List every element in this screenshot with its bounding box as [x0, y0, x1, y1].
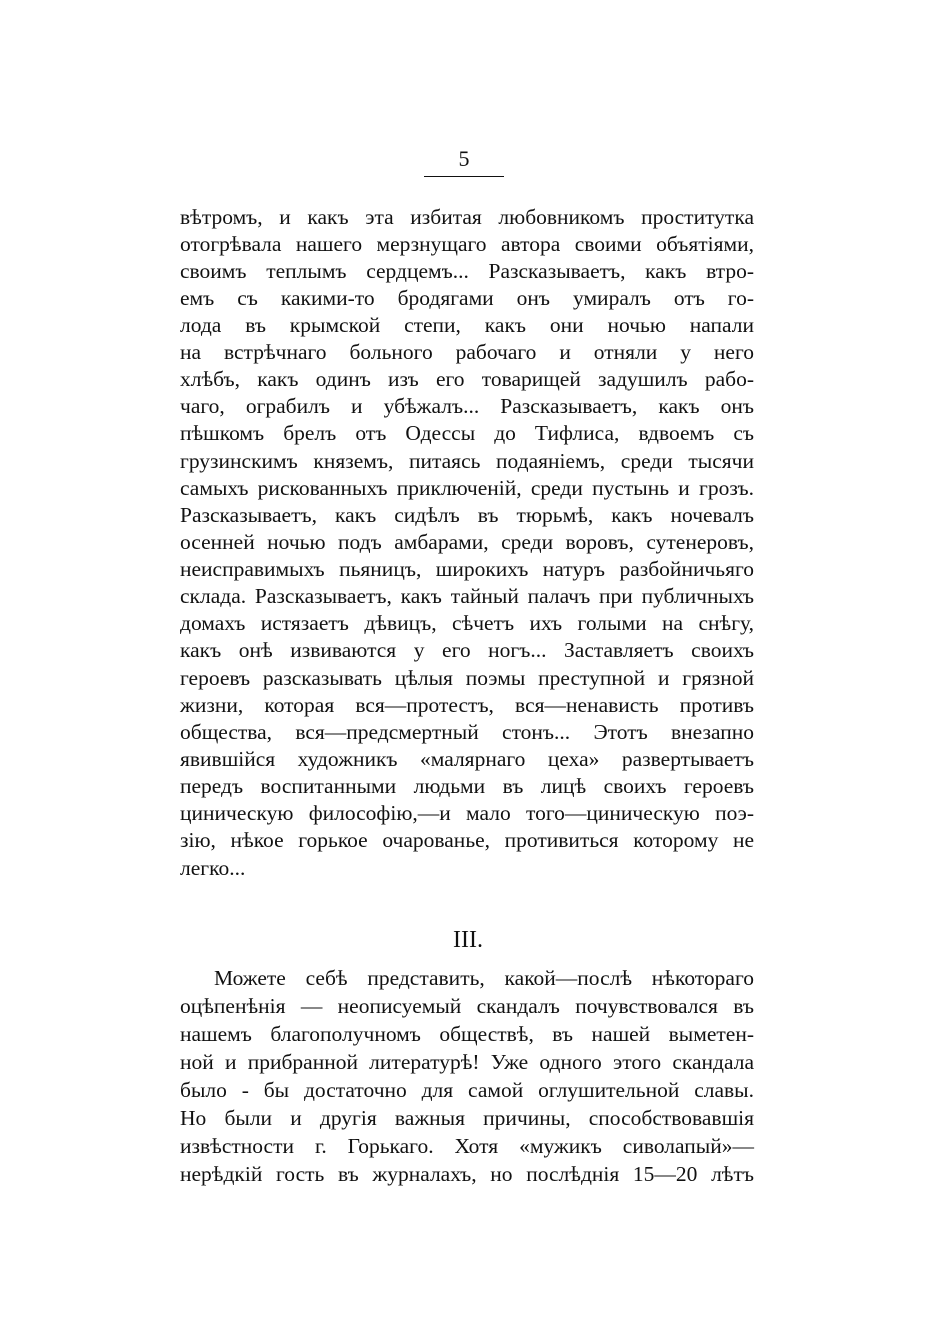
text-line: зію, нѣкое горькое очарованье, противиться которому не	[180, 828, 754, 852]
text-line: Но были и другія важныя причины, способствовавшія	[180, 1106, 754, 1130]
text-line: домахъ истязаетъ дѣвицъ, сѣчетъ ихъ голыми на снѣгу,	[180, 611, 754, 635]
text-line: осенней ночью подъ амбарами, среди воровъ, сутенеровъ,	[180, 530, 754, 554]
text-line: пѣшкомъ брелъ отъ Одессы до Тифлиса, вдвоемъ съ	[180, 421, 754, 445]
text-line: нашемъ благополучномъ обществѣ, въ нашей выметен-	[180, 1022, 754, 1046]
text-line: хлѣбъ, какъ одинъ изъ его товарищей задушилъ рабо-	[180, 367, 754, 391]
text-line: явившійся художникъ «малярнаго цеха» развертываетъ	[180, 747, 754, 771]
text-line: жизни, которая вся—протестъ, вся—ненависть противъ	[180, 693, 754, 717]
text-line: чаго, ограбилъ и убѣжалъ... Разсказываетъ, какъ онъ	[180, 394, 754, 418]
text-line: циническую философію,—и мало того—циническую поэ-	[180, 801, 754, 825]
text-line: склада. Разсказываетъ, какъ тайный палачъ при публичныхъ	[180, 584, 754, 608]
text-line: вѣтромъ, и какъ эта избитая любовникомъ проститутка	[180, 205, 754, 229]
text-line: общества, вся—предсмертный стонъ... Этотъ внезапно	[180, 720, 754, 744]
text-line: передъ воспитанными людьми въ лицѣ своихъ героевъ	[180, 774, 754, 798]
text-line: было - бы достаточно для самой оглушительной славы.	[180, 1078, 754, 1102]
header-rule	[424, 176, 504, 177]
page-number: 5	[458, 146, 470, 171]
text-line: ной и прибранной литературѣ! Уже одного этого скандала	[180, 1050, 754, 1074]
text-line: неисправимыхъ пьяницъ, широкихъ натуръ разбойничьяго	[180, 557, 754, 581]
text-line: емъ съ какими-то бродягами онъ умиралъ отъ го-	[180, 286, 754, 310]
text-line: извѣстности г. Горькаго. Хотя «мужикъ сиволапый»—	[180, 1134, 754, 1158]
text-line: легко...	[180, 856, 246, 880]
section-heading: III.	[453, 927, 483, 953]
text-line: героевъ разсказывать цѣлыя поэмы преступной и грязной	[180, 666, 754, 690]
text-line: грузинскимъ княземъ, питаясь подаяніемъ, среди тысячи	[180, 449, 754, 473]
text-line: своимъ теплымъ сердцемъ... Разсказываетъ, какъ втро-	[180, 259, 754, 283]
text-line: Можете себѣ представить, какой—послѣ нѣкотораго	[214, 966, 754, 990]
text-line: отогрѣвала нашего мерзнущаго автора своими объятіями,	[180, 232, 754, 256]
text-line: на встрѣчнаго больного рабочаго и отняли у него	[180, 340, 754, 364]
text-line: оцѣпенѣнія — неописуемый скандалъ почувствовался въ	[180, 994, 754, 1018]
text-line: лода въ крымской степи, какъ они ночью напали	[180, 313, 754, 337]
text-line: какъ онѣ извиваются у его ногъ... Заставляетъ своихъ	[180, 638, 754, 662]
text-line: самыхъ рискованныхъ приключеній, среди пустынь и грозъ.	[180, 476, 754, 500]
text-line: Разсказываетъ, какъ сидѣлъ въ тюрьмѣ, какъ ночевалъ	[180, 503, 754, 527]
text-line: нерѣдкій гость въ журналахъ, но послѣднія 15—20 лѣтъ	[180, 1162, 754, 1186]
